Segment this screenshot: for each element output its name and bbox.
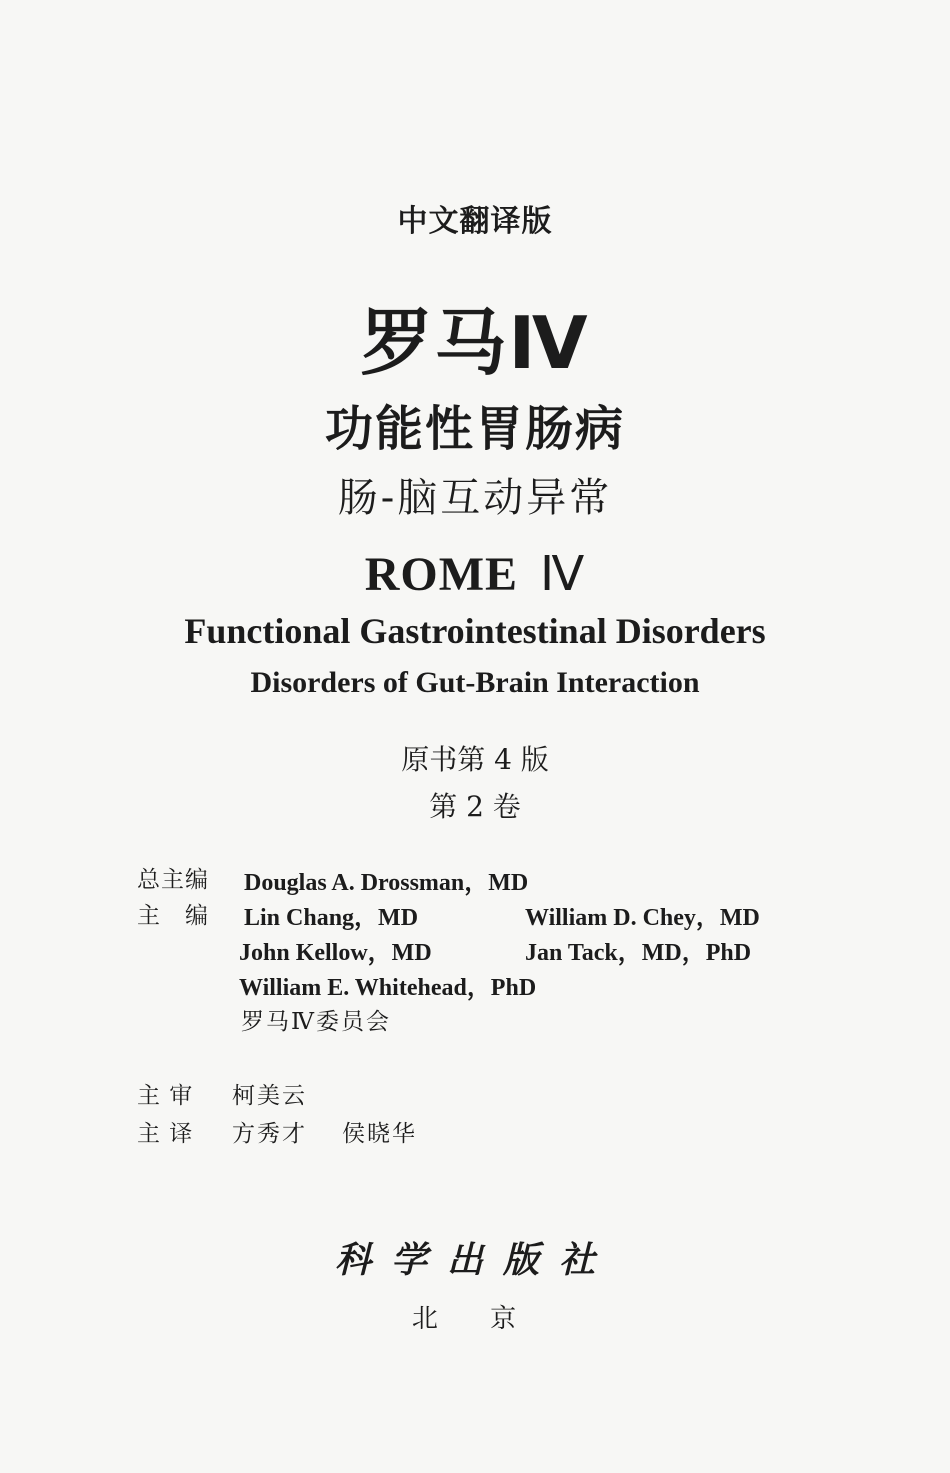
- editors-role: 主 编: [137, 903, 209, 929]
- title-english-numeral: Ⅳ: [540, 548, 586, 601]
- subtitle-chinese: 功能性胃肠病: [324, 401, 625, 457]
- translators-role: 主 译: [137, 1121, 194, 1147]
- edition-label: 中文翻译版: [397, 204, 553, 239]
- publisher-city: 北 京: [411, 1304, 539, 1334]
- title-chinese: 罗马Ⅳ: [360, 301, 590, 385]
- chief-editor-name: Douglas A. Drossman，MD: [244, 870, 529, 896]
- translator-name: 侯晓华: [342, 1121, 417, 1147]
- original-edition: 原书第 4 版: [401, 743, 549, 776]
- committee-name: 罗马Ⅳ委员会: [241, 1009, 391, 1035]
- chief-editor-role: 总主编: [137, 867, 209, 893]
- reviewer-name: 柯美云: [232, 1083, 307, 1109]
- publisher-name: 科学出版社: [334, 1239, 615, 1281]
- reviewer-role: 主 审: [137, 1083, 194, 1109]
- subtitle2-english: Disorders of Gut-Brain Interaction: [250, 666, 700, 699]
- title-english: [0, 546, 950, 602]
- title-english-text: ROME: [364, 548, 519, 601]
- editor-name: William E. Whitehead，PhD: [239, 975, 537, 1001]
- subtitle2-chinese: 肠-脑互动异常: [337, 475, 613, 521]
- editor-name: Lin Chang，MD: [244, 905, 419, 931]
- editor-name: William D. Chey，MD: [525, 905, 760, 931]
- volume-number: 第 2 卷: [429, 790, 521, 823]
- translator-name: 方秀才: [232, 1121, 307, 1147]
- subtitle-english: Functional Gastrointestinal Disorders: [184, 611, 766, 651]
- editor-name: Jan Tack，MD，PhD: [525, 940, 752, 966]
- editor-name: John Kellow，MD: [239, 940, 432, 966]
